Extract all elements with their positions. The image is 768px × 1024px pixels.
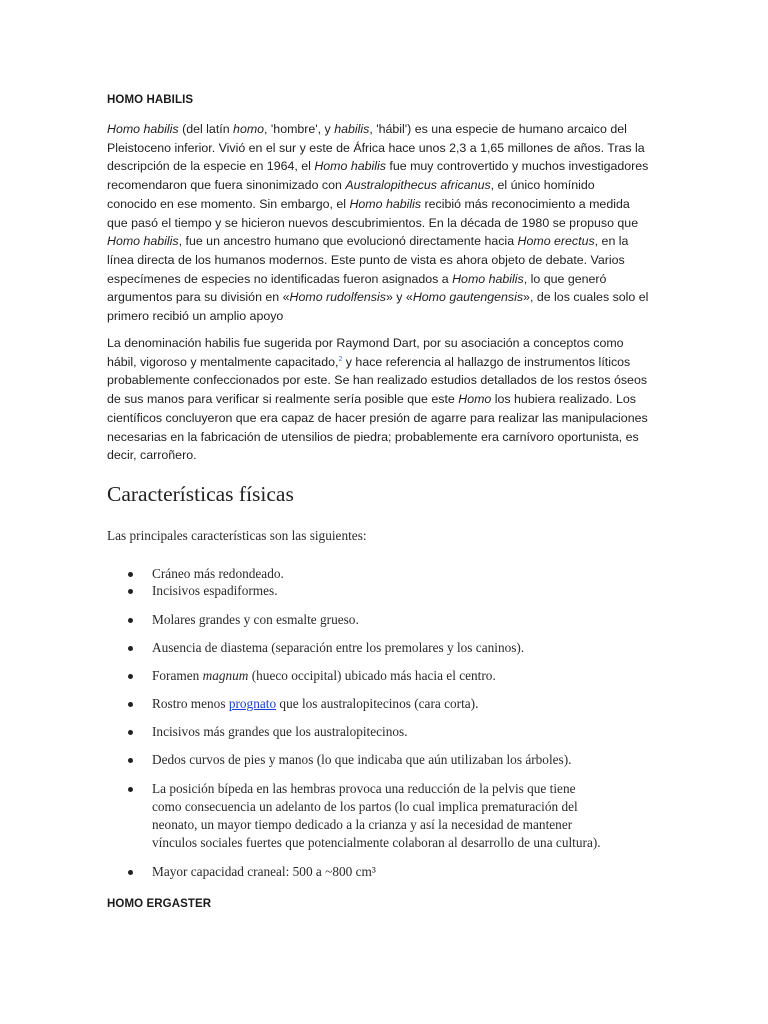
section-heading-homo-ergaster: HOMO ERGASTER xyxy=(107,898,212,910)
text-run: Incisivos más grandes que los australopitecinos. xyxy=(152,724,408,739)
text-line xyxy=(152,834,672,852)
text-run: (hueco occipital) ubicado más hacia el centro. xyxy=(248,668,496,683)
text-line xyxy=(152,723,672,741)
list-item-text xyxy=(152,565,672,583)
link-prognato[interactable]: prognato xyxy=(228,696,277,711)
list-item-text xyxy=(152,723,672,741)
text-line xyxy=(152,780,672,798)
text-run: decir, carroñero. xyxy=(107,448,197,463)
text-run: vínculos sociales fuertes que potencialmente colaboran al desarrollo de una cultura). xyxy=(152,835,601,850)
italic-term: Homo erectus xyxy=(517,234,595,249)
text-run: », de los cuales solo el xyxy=(523,290,649,305)
text-line xyxy=(152,582,672,600)
bullet-icon xyxy=(128,730,133,735)
text-run: recibió más reconocimiento a medida xyxy=(421,196,630,211)
text-run: Cráneo más redondeado. xyxy=(152,566,284,581)
text-line xyxy=(107,139,663,158)
text-run: , el único homínido xyxy=(490,178,595,193)
italic-term: Australopithecus africanus xyxy=(345,178,491,193)
italic-term: Homo gautengensis xyxy=(412,290,524,305)
text-run: que los australopitecinos (cara corta). xyxy=(276,696,479,711)
text-line xyxy=(107,232,663,251)
text-run: probablemente confeccionados por este. Se han realizado estudios detallados de los restos óseos xyxy=(107,373,648,388)
text-run: , lo que generó xyxy=(523,271,607,286)
italic-term: Homo habilis xyxy=(107,122,179,136)
bullet-icon xyxy=(128,787,133,792)
text-run: neonato, un mayor tiempo dedicado a la crianza y así la necesidad de mantener xyxy=(152,817,573,832)
text-run: necesarias en la fabricación de utensilios de piedra; probablemente era carnívoro oportunista, es xyxy=(107,429,639,444)
text-line xyxy=(152,639,672,657)
text-line xyxy=(107,428,663,447)
text-line xyxy=(107,270,663,289)
text-line xyxy=(107,446,663,465)
list-item-text xyxy=(152,695,672,713)
text-line xyxy=(107,214,663,233)
paragraph-habilis-denomination xyxy=(107,334,663,465)
text-run: Ausencia de diastema (separación entre los premolares y los caninos). xyxy=(152,640,525,655)
text-line xyxy=(152,611,672,629)
text-run: Mayor capacidad craneal: 500 a ~800 cm³ xyxy=(152,864,376,879)
text-run: y hace referencia al hallazgo de instrumentos líticos xyxy=(342,354,631,369)
italic-term: homo xyxy=(233,122,265,136)
text-run: los hubiera realizado. Los xyxy=(491,392,636,407)
italic-term: habilis xyxy=(334,122,370,136)
text-line xyxy=(107,120,663,139)
text-line xyxy=(107,371,663,390)
italic-term: Homo habilis xyxy=(314,159,386,174)
bullet-icon xyxy=(128,646,133,651)
text-line xyxy=(152,667,672,685)
list-item-text xyxy=(152,582,672,600)
text-line xyxy=(107,334,663,353)
text-line xyxy=(152,816,672,834)
text-run: primero recibió un amplio apoyo xyxy=(107,309,284,324)
text-run: recomendaron que fuera sinonimizado con xyxy=(107,178,346,193)
text-run: Rostro menos xyxy=(152,696,229,711)
text-run: argumentos para su división en « xyxy=(107,290,290,305)
italic-term: magnum xyxy=(202,668,249,683)
text-run: especímenes de especies no identificadas fueron asignados a xyxy=(107,271,453,286)
text-run: Incisivos espadiformes. xyxy=(152,583,278,598)
text-line xyxy=(152,565,672,583)
text-run: que pasó el tiempo y se hicieron nuevos descubrimientos. En la década de 1980 se propuso que xyxy=(107,215,639,230)
text-line xyxy=(107,288,663,307)
bullet-icon xyxy=(128,702,133,707)
section-heading-homo-habilis: HOMO HABILIS xyxy=(107,94,194,106)
text-run: La denominación habilis fue sugerida por Raymond Dart, por su asociación a conceptos como xyxy=(107,336,624,350)
text-run: , en la xyxy=(594,234,629,249)
text-line xyxy=(107,409,663,428)
text-run: científicos concluyeron que era capaz de hacer presión de agarre para realizar las manipulaciones xyxy=(107,410,648,425)
bullet-list-intro: Las principales características son las siguientes: xyxy=(107,528,367,543)
text-line xyxy=(152,863,672,881)
list-item-text xyxy=(152,863,672,881)
text-run: (del latín xyxy=(178,122,234,136)
bullet-icon xyxy=(128,870,133,875)
text-run: conocido en ese momento. Sin embargo, el xyxy=(107,196,350,211)
text-run: Pleistoceno inferior. Vivió en el sur y este de África hace unos 2,3 a 1,65 millones de años. Tras la xyxy=(107,140,645,155)
italic-term: Homo habilis xyxy=(452,271,524,286)
text-run: hábil, vigoroso y mentalmente capacitado, xyxy=(107,354,339,369)
text-line xyxy=(107,176,663,195)
text-run: , 'hombre', y xyxy=(264,122,335,136)
text-run: como consecuencia un adelanto de los partos (lo cual implica prematuración del xyxy=(152,799,578,814)
italic-term: Homo habilis xyxy=(349,196,422,211)
paragraph-homo-habilis-intro xyxy=(107,120,663,326)
text-run: » y « xyxy=(385,290,413,305)
bullet-icon xyxy=(128,674,133,679)
list-item-text xyxy=(152,667,672,685)
bullet-icon xyxy=(128,589,133,594)
text-run: de sus manos para verificar si realmente sería posible que este xyxy=(107,392,459,407)
footnote-reference[interactable]: 2 xyxy=(338,355,343,363)
text-line xyxy=(107,195,663,214)
italic-term: Homo rudolfensis xyxy=(289,290,386,305)
section-heading-caracteristicas: Características físicas xyxy=(107,482,294,506)
text-line xyxy=(152,695,672,713)
text-line xyxy=(152,798,672,816)
text-run: La posición bípeda en las hembras provoca una reducción de la pelvis que tiene xyxy=(152,781,576,796)
text-run: Dedos curvos de pies y manos (lo que indicaba que aún utilizaban los árboles). xyxy=(152,752,572,767)
text-run: descripción de la especie en 1964, el xyxy=(107,159,315,174)
text-line xyxy=(107,353,663,372)
text-run: Foramen xyxy=(152,668,203,683)
text-line xyxy=(107,307,663,326)
text-line xyxy=(107,251,663,270)
bullet-icon xyxy=(128,758,133,763)
list-item-text xyxy=(152,639,672,657)
italic-term: Homo xyxy=(458,392,492,407)
list-item-text xyxy=(152,611,672,629)
text-run: línea directa de los humanos modernos. Este punto de vista es ahora objeto de debate. Varios xyxy=(107,252,625,267)
list-item-text xyxy=(152,751,672,769)
text-line xyxy=(152,751,672,769)
bullet-icon xyxy=(128,618,133,623)
list-item-text xyxy=(152,780,672,852)
bullet-icon xyxy=(128,572,133,577)
text-run: Molares grandes y con esmalte grueso. xyxy=(152,612,359,627)
text-line xyxy=(107,390,663,409)
text-run: , 'hábil') es una especie de humano arcaico del xyxy=(369,122,627,136)
text-line xyxy=(107,157,663,176)
text-run: fue muy controvertido y muchos investigadores xyxy=(385,159,649,174)
italic-term: Homo habilis xyxy=(107,234,179,249)
text-run: , fue un ancestro humano que evolucionó directamente hacia xyxy=(178,234,518,249)
